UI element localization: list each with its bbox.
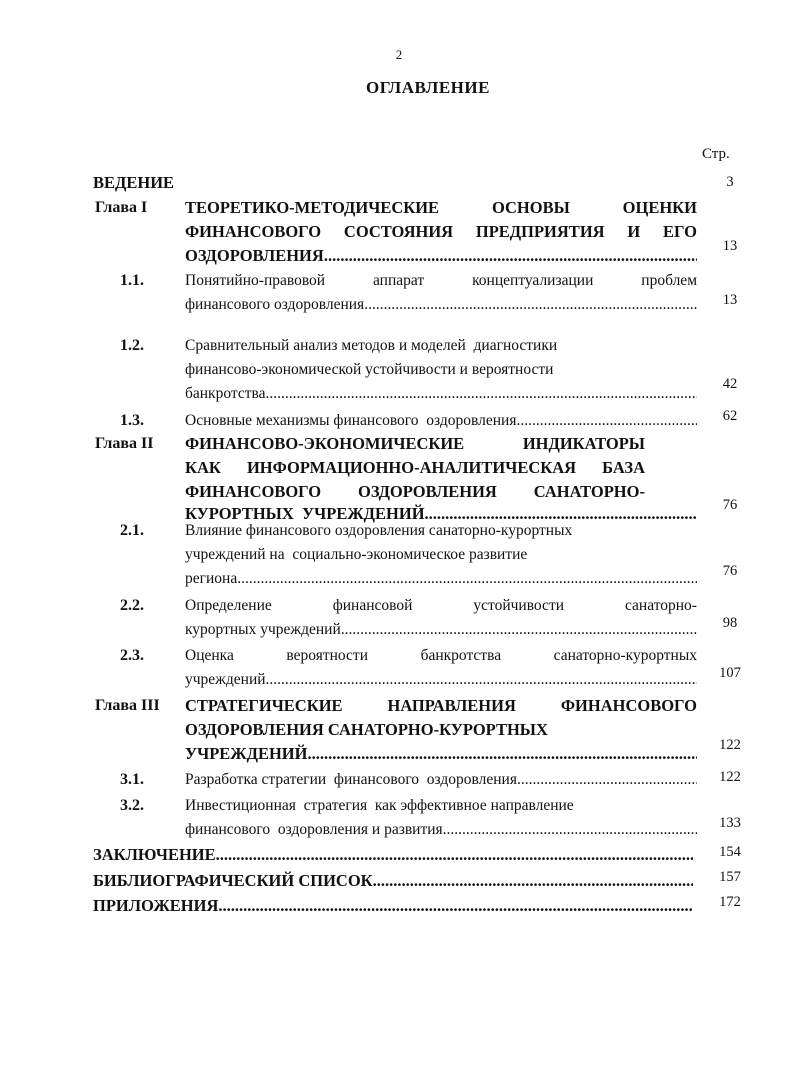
dot-leader bbox=[307, 742, 697, 766]
dot-leader bbox=[218, 894, 693, 918]
section-3-2-title-line-2: финансового оздоровления и развития ..... bbox=[185, 818, 697, 842]
section-1-1-page: 13 bbox=[722, 292, 738, 308]
dot-leader bbox=[324, 244, 697, 268]
section-1-2-title-line-1: Сравнительный анализ методов и моделей диагностики bbox=[185, 337, 558, 354]
dot-leader bbox=[216, 843, 693, 867]
section-1-3-title-line-1: Основные механизмы финансового оздоровления ..... bbox=[185, 409, 697, 433]
bibliography-page: 157 bbox=[719, 869, 741, 885]
section-1-2-page: 42 bbox=[722, 376, 738, 392]
section-1-2-title-line-2: финансово-экономической устойчивости и вероятности bbox=[185, 361, 554, 378]
section-3-2-title-line-1: Инвестиционная стратегия как эффективное направление bbox=[185, 797, 574, 814]
section-1-1-title-line-2: финансового оздоровления ..... bbox=[185, 293, 697, 317]
section-2-1-title-line-2: учреждений на социально-экономическое развитие bbox=[185, 546, 528, 563]
chapter-1-title-line-2: ФИНАНСОВОГО СОСТОЯНИЯ ПРЕДПРИЯТИЯ И ЕГО bbox=[185, 222, 697, 241]
chapter-1-title-line-3: ОЗДОРОВЛЕНИЯ ..... bbox=[185, 244, 697, 268]
dot-leader bbox=[443, 818, 697, 842]
dot-leader bbox=[266, 382, 698, 406]
section-1-2-number: 1.2. bbox=[120, 337, 144, 354]
chapter-3-title-line-1: СТРАТЕГИЧЕСКИЕ НАПРАВЛЕНИЯ ФИНАНСОВОГО bbox=[185, 696, 697, 715]
section-2-1-page: 76 bbox=[722, 563, 738, 579]
chapter-3-title-line-2: ОЗДОРОВЛЕНИЯ САНАТОРНО-КУРОРТНЫХ bbox=[185, 720, 548, 739]
section-3-2-page: 133 bbox=[719, 815, 741, 831]
chapter-2-page: 76 bbox=[722, 497, 738, 513]
chapter-2-title-line-1: ФИНАНСОВО-ЭКОНОМИЧЕСКИЕ ИНДИКАТОРЫ bbox=[185, 434, 645, 453]
section-2-1-title-line-1: Влияние финансового оздоровления санаторно-курортных bbox=[185, 522, 573, 539]
dot-leader bbox=[237, 567, 697, 591]
dot-leader bbox=[341, 618, 697, 642]
page-title: ОГЛАВЛЕНИЕ bbox=[366, 78, 490, 97]
dot-leader bbox=[266, 668, 697, 692]
section-1-1-number: 1.1. bbox=[120, 272, 144, 289]
section-2-3-title-line-2: учреждений ..... bbox=[185, 668, 697, 692]
section-2-2-title-line-2: курортных учреждений ..... bbox=[185, 618, 697, 642]
section-1-1-title-line-1: Понятийно-правовой аппарат концептуализации проблем bbox=[185, 272, 697, 289]
section-3-1-number: 3.1. bbox=[120, 771, 144, 788]
section-1-3-number: 1.3. bbox=[120, 412, 144, 429]
dot-leader bbox=[373, 869, 693, 893]
appendices-title: ПРИЛОЖЕНИЯ ..... bbox=[93, 894, 693, 918]
section-2-2-title-line-1: Определение финансовой устойчивости санаторно- bbox=[185, 597, 697, 614]
page-column-label: Стр. bbox=[702, 146, 730, 162]
chapter-3-page: 122 bbox=[719, 737, 741, 753]
section-2-1-title-line-3: региона ..... bbox=[185, 567, 697, 591]
section-1-2-title-line-3: банкротства ..... bbox=[185, 382, 697, 406]
dot-leader bbox=[364, 293, 697, 317]
section-3-2-number: 3.2. bbox=[120, 797, 144, 814]
chapter-3-label: Глава III bbox=[95, 697, 160, 714]
section-1-3-page: 62 bbox=[722, 408, 738, 424]
page-number: 2 bbox=[395, 47, 403, 62]
intro-page: 3 bbox=[726, 174, 734, 190]
section-3-1-page: 122 bbox=[719, 769, 741, 785]
chapter-1-title-line-1: ТЕОРЕТИКО-МЕТОДИЧЕСКИЕ ОСНОВЫ ОЦЕНКИ bbox=[185, 198, 697, 217]
chapter-3-title-line-3: УЧРЕЖДЕНИЙ ..... bbox=[185, 742, 697, 766]
section-2-1-number: 2.1. bbox=[120, 522, 144, 539]
conclusion-title: ЗАКЛЮЧЕНИЕ ..... bbox=[93, 843, 693, 867]
dot-leader bbox=[516, 409, 697, 433]
dot-leader bbox=[517, 768, 697, 792]
appendices-page: 172 bbox=[719, 894, 741, 910]
chapter-2-title-line-3: ФИНАНСОВОГО ОЗДОРОВЛЕНИЯ САНАТОРНО- bbox=[185, 482, 645, 501]
section-2-2-number: 2.2. bbox=[120, 597, 144, 614]
bibliography-title: БИБЛИОГРАФИЧЕСКИЙ СПИСОК ..... bbox=[93, 869, 693, 893]
intro-title: ВЕДЕНИЕ bbox=[93, 173, 175, 192]
chapter-1-page: 13 bbox=[722, 238, 738, 254]
conclusion-page: 154 bbox=[719, 844, 741, 860]
chapter-1-label: Глава I bbox=[95, 199, 148, 216]
section-2-3-number: 2.3. bbox=[120, 647, 144, 664]
section-2-3-title-line-1: Оценка вероятности банкротства санаторно-курортных bbox=[185, 647, 697, 664]
chapter-2-title-line-2: КАК ИНФОРМАЦИОННО-АНАЛИТИЧЕСКАЯ БАЗА bbox=[185, 458, 645, 477]
section-2-3-page: 107 bbox=[719, 665, 741, 681]
section-3-1-title-line-1: Разработка стратегии финансового оздоровления ..... bbox=[185, 768, 697, 792]
chapter-2-label: Глава II bbox=[95, 435, 154, 452]
section-2-2-page: 98 bbox=[722, 615, 738, 631]
chapter-2-title-line-4: КУРОРТНЫХ УЧРЕЖДЕНИЙ ..... bbox=[185, 504, 697, 524]
